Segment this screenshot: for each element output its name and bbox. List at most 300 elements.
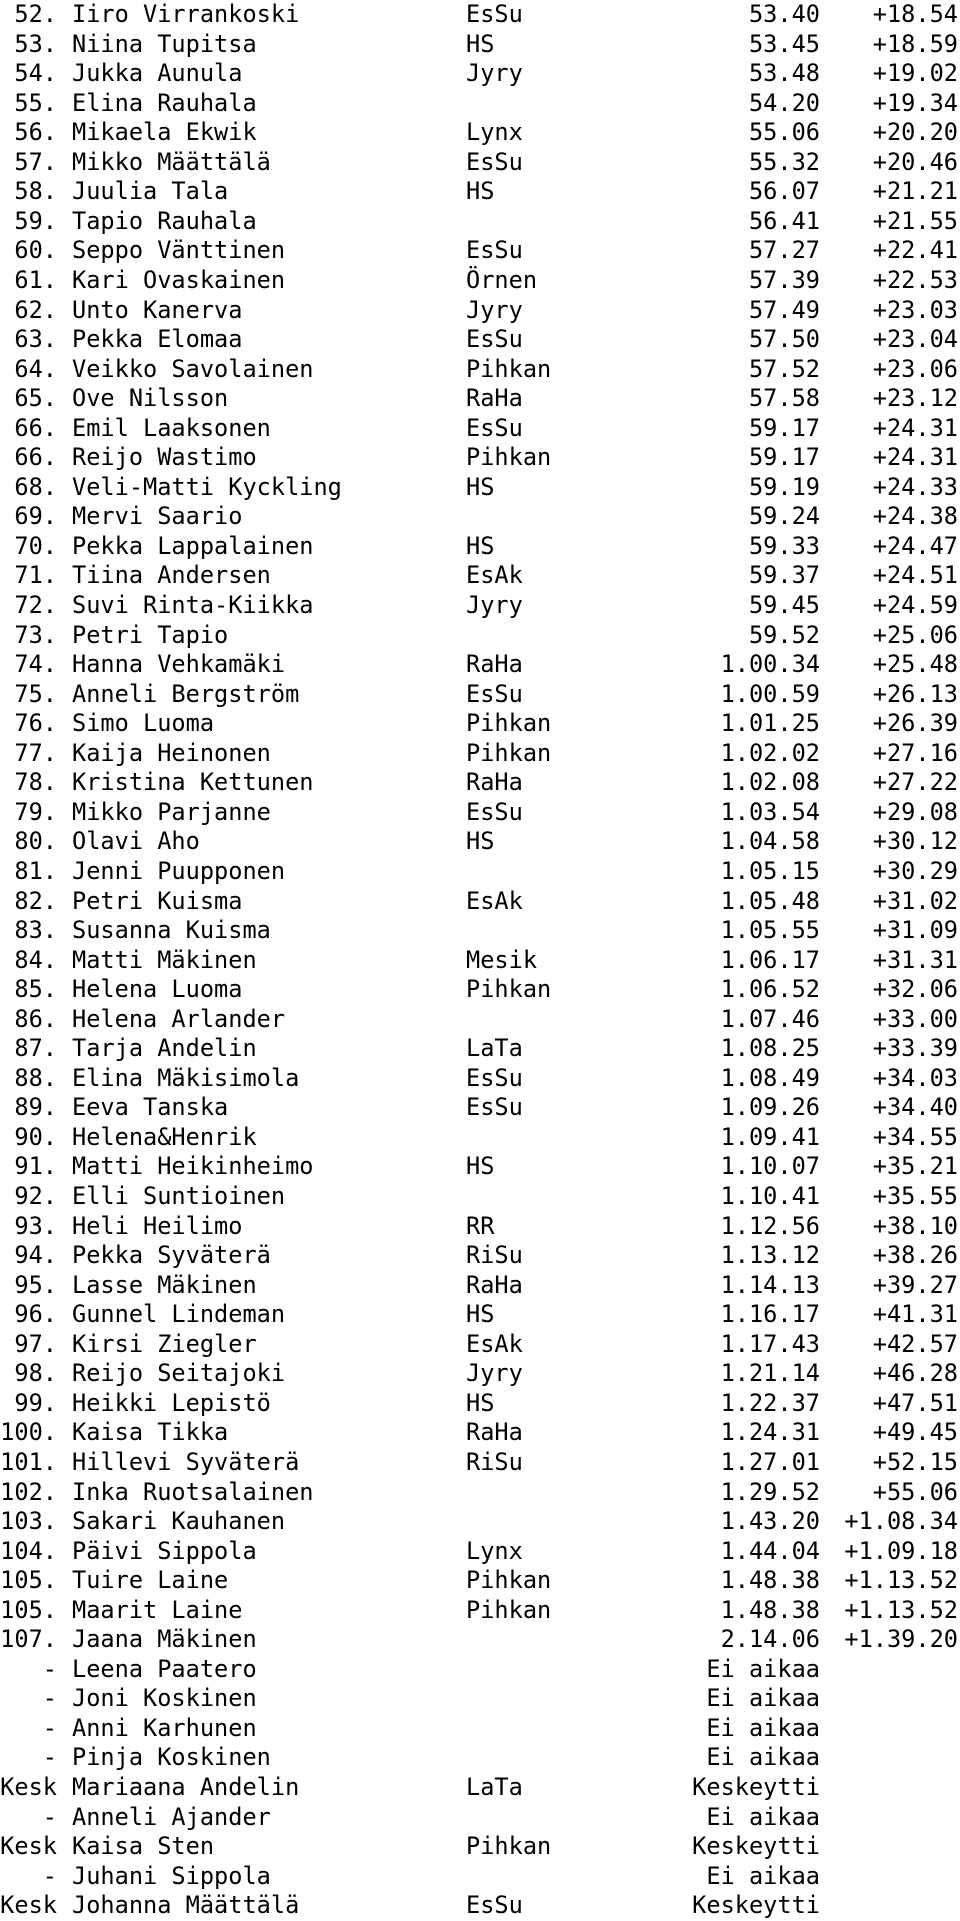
result-diff: +34.03 xyxy=(872,1063,958,1092)
result-name: Veli-Matti Kyckling xyxy=(72,472,342,501)
result-club: LaTa xyxy=(466,1773,523,1801)
result-row xyxy=(0,1714,960,1744)
result-row xyxy=(0,118,960,148)
result-club: HS xyxy=(466,177,495,206)
result-name: Tuire Laine xyxy=(72,1566,229,1595)
result-club: Jyry xyxy=(466,59,523,88)
result-name: Elina Mäkisimola xyxy=(72,1063,300,1092)
result-name: Anneli Ajander xyxy=(72,1802,271,1831)
result-diff: +23.06 xyxy=(872,354,958,383)
result-rank: - xyxy=(42,1743,57,1772)
result-club: EsAk xyxy=(466,886,523,915)
result-diff: +38.10 xyxy=(872,1211,958,1240)
result-rank: 68. xyxy=(14,472,57,501)
result-name: Mikko Parjanne xyxy=(72,797,271,826)
result-diff: +22.41 xyxy=(872,236,958,265)
result-club: EsSu xyxy=(466,0,523,28)
result-rank: 82. xyxy=(14,886,57,915)
result-diff: +25.48 xyxy=(872,650,958,679)
result-club: Jyry xyxy=(466,1359,523,1388)
result-name: Susanna Kuisma xyxy=(72,916,271,945)
result-name: Seppo Vänttinen xyxy=(72,236,286,265)
result-name: Pekka Syväterä xyxy=(72,1241,271,1270)
result-club: HS xyxy=(466,29,495,58)
result-diff: +32.06 xyxy=(872,975,958,1004)
result-diff: +18.59 xyxy=(872,29,958,58)
result-diff: +35.21 xyxy=(872,1152,958,1181)
result-rank: 53. xyxy=(14,29,57,58)
result-row xyxy=(0,739,960,769)
result-row xyxy=(0,1803,960,1833)
result-club: Örnen xyxy=(466,265,538,294)
result-club: RR xyxy=(466,1211,495,1240)
result-row xyxy=(0,236,960,266)
result-row xyxy=(0,1212,960,1242)
result-row xyxy=(0,1005,960,1035)
result-rank: 94. xyxy=(14,1241,57,1270)
result-rank: 103. xyxy=(0,1507,57,1536)
result-club: Jyry xyxy=(466,591,523,619)
result-row xyxy=(0,1418,960,1448)
result-row xyxy=(0,414,960,444)
result-time: 1.21.14 xyxy=(720,1359,820,1388)
result-time: 53.45 xyxy=(748,29,820,58)
result-rank: 83. xyxy=(14,916,57,945)
result-name: Matti Mäkinen xyxy=(72,945,257,974)
result-name: Simo Luoma xyxy=(72,709,215,738)
result-rank: 84. xyxy=(14,945,57,974)
result-time: 53.40 xyxy=(748,0,820,28)
result-club: Pihkan xyxy=(466,975,552,1004)
result-time: 1.44.04 xyxy=(720,1536,820,1565)
result-name: Emil Laaksonen xyxy=(72,413,271,442)
result-rank: 65. xyxy=(14,384,57,413)
result-row xyxy=(0,89,960,119)
result-row xyxy=(0,621,960,651)
result-row xyxy=(0,443,960,473)
result-name: Mariaana Andelin xyxy=(72,1773,300,1801)
result-club: RaHa xyxy=(466,384,523,413)
result-diff: +26.39 xyxy=(872,709,958,738)
result-row xyxy=(0,502,960,532)
result-diff: +24.31 xyxy=(872,413,958,442)
result-time: Keskeytti xyxy=(692,1832,820,1861)
result-rank: 107. xyxy=(0,1625,57,1654)
result-diff: +34.55 xyxy=(872,1122,958,1151)
result-time: 57.50 xyxy=(748,325,820,354)
result-row xyxy=(0,384,960,414)
result-name: Hillevi Syväterä xyxy=(72,1447,300,1476)
result-rank: 79. xyxy=(14,797,57,826)
result-diff: +33.39 xyxy=(872,1034,958,1063)
result-diff: +18.54 xyxy=(872,0,958,28)
result-club: HS xyxy=(466,1388,495,1417)
result-diff: +22.53 xyxy=(872,265,958,294)
result-diff: +20.46 xyxy=(872,147,958,176)
result-name: Jaana Mäkinen xyxy=(72,1625,257,1654)
result-time: 1.24.31 xyxy=(720,1418,820,1447)
result-club: HS xyxy=(466,472,495,501)
result-diff: +19.34 xyxy=(872,88,958,117)
result-club: Pihkan xyxy=(466,738,552,767)
result-time: 1.14.13 xyxy=(720,1270,820,1299)
result-rank: 73. xyxy=(14,620,57,649)
result-club: EsAk xyxy=(466,1329,523,1358)
result-club: EsSu xyxy=(466,797,523,826)
result-time: 1.05.48 xyxy=(720,886,820,915)
result-row xyxy=(0,1093,960,1123)
result-time: 1.06.17 xyxy=(720,945,820,974)
result-name: Mikko Määttälä xyxy=(72,147,271,176)
result-club: Lynx xyxy=(466,1536,523,1565)
result-row xyxy=(0,887,960,917)
result-row xyxy=(0,355,960,385)
result-club: LaTa xyxy=(466,1034,523,1063)
result-rank: 64. xyxy=(14,354,57,383)
result-time: 54.20 xyxy=(748,88,820,117)
result-name: Kirsi Ziegler xyxy=(72,1329,257,1358)
result-time: 57.49 xyxy=(748,295,820,324)
result-time: 57.27 xyxy=(748,236,820,265)
result-name: Tiina Andersen xyxy=(72,561,271,590)
result-time: 59.17 xyxy=(748,443,820,472)
result-name: Helena Luoma xyxy=(72,975,243,1004)
result-row xyxy=(0,1832,960,1862)
result-time: 1.02.08 xyxy=(720,768,820,797)
result-club: Pihkan xyxy=(466,354,552,383)
result-time: Ei aikaa xyxy=(706,1684,820,1713)
result-rank: - xyxy=(42,1802,57,1831)
result-row xyxy=(0,207,960,237)
result-diff: +24.31 xyxy=(872,443,958,472)
result-name: Pinja Koskinen xyxy=(72,1743,271,1772)
result-name: Juulia Tala xyxy=(72,177,229,206)
result-club: HS xyxy=(466,1152,495,1181)
result-time: 1.48.38 xyxy=(720,1595,820,1624)
result-row xyxy=(0,266,960,296)
result-name: Lasse Mäkinen xyxy=(72,1270,257,1299)
result-name: Suvi Rinta-Kiikka xyxy=(72,591,314,619)
result-diff: +31.31 xyxy=(872,945,958,974)
result-rank: 91. xyxy=(14,1152,57,1181)
result-club: Pihkan xyxy=(466,1595,552,1624)
result-rank: 56. xyxy=(14,118,57,147)
result-row xyxy=(0,709,960,739)
result-time: 1.10.41 xyxy=(720,1182,820,1210)
result-rank: 78. xyxy=(14,768,57,797)
result-rank: 52. xyxy=(14,0,57,28)
result-club: EsSu xyxy=(466,325,523,354)
result-row xyxy=(0,1625,960,1655)
result-diff: +19.02 xyxy=(872,59,958,88)
result-time: 59.45 xyxy=(748,591,820,619)
result-rank: 89. xyxy=(14,1093,57,1122)
result-diff: +39.27 xyxy=(872,1270,958,1299)
result-club: Pihkan xyxy=(466,1566,552,1595)
result-row xyxy=(0,561,960,591)
result-time: 1.00.59 xyxy=(720,679,820,708)
result-diff: +21.55 xyxy=(872,206,958,235)
result-rank: 75. xyxy=(14,679,57,708)
result-row xyxy=(0,1566,960,1596)
result-time: 1.43.20 xyxy=(720,1507,820,1536)
result-time: 57.58 xyxy=(748,384,820,413)
result-club: EsAk xyxy=(466,561,523,590)
result-row xyxy=(0,1448,960,1478)
result-rank: 71. xyxy=(14,561,57,590)
result-time: Keskeytti xyxy=(692,1891,820,1920)
result-diff: +34.40 xyxy=(872,1093,958,1122)
result-rank: Kesk xyxy=(0,1773,57,1801)
result-rank: 99. xyxy=(14,1388,57,1417)
result-rank: 95. xyxy=(14,1270,57,1299)
result-name: Hanna Vehkamäki xyxy=(72,650,286,679)
result-name: Jukka Aunula xyxy=(72,59,243,88)
result-name: Mikaela Ekwik xyxy=(72,118,257,147)
result-diff: +49.45 xyxy=(872,1418,958,1447)
result-time: 1.01.25 xyxy=(720,709,820,738)
result-name: Kaisa Tikka xyxy=(72,1418,229,1447)
result-diff: +24.38 xyxy=(872,502,958,531)
result-time: 1.02.02 xyxy=(720,738,820,767)
result-diff: +23.04 xyxy=(872,325,958,354)
result-name: Helena&Henrik xyxy=(72,1122,257,1151)
result-time: Ei aikaa xyxy=(706,1861,820,1890)
result-diff: +1.39.20 xyxy=(844,1625,958,1654)
result-name: Helena Arlander xyxy=(72,1004,286,1033)
result-diff: +47.51 xyxy=(872,1388,958,1417)
result-time: 1.09.26 xyxy=(720,1093,820,1122)
result-rank: 105. xyxy=(0,1595,57,1624)
result-club: RaHa xyxy=(466,650,523,679)
result-time: 57.39 xyxy=(748,265,820,294)
result-time: 1.08.25 xyxy=(720,1034,820,1063)
result-rank: 74. xyxy=(14,650,57,679)
result-club: EsSu xyxy=(466,1063,523,1092)
result-club: Pihkan xyxy=(466,443,552,472)
result-row xyxy=(0,1478,960,1508)
result-club: Lynx xyxy=(466,118,523,147)
result-name: Ove Nilsson xyxy=(72,384,229,413)
result-time: 56.41 xyxy=(748,206,820,235)
result-name: Heikki Lepistö xyxy=(72,1388,271,1417)
result-time: Ei aikaa xyxy=(706,1654,820,1683)
result-club: EsSu xyxy=(466,679,523,708)
result-time: 53.48 xyxy=(748,59,820,88)
result-rank: 77. xyxy=(14,738,57,767)
result-name: Pekka Lappalainen xyxy=(72,531,314,560)
result-name: Unto Kanerva xyxy=(72,295,243,324)
result-row xyxy=(0,768,960,798)
result-rank: 104. xyxy=(0,1536,57,1565)
result-diff: +20.20 xyxy=(872,118,958,147)
result-row xyxy=(0,1271,960,1301)
result-name: Pekka Elomaa xyxy=(72,325,243,354)
result-row xyxy=(0,591,960,621)
result-row xyxy=(0,916,960,946)
result-time: 55.32 xyxy=(748,147,820,176)
result-rank: 90. xyxy=(14,1122,57,1151)
result-name: Joni Koskinen xyxy=(72,1684,257,1713)
result-time: 1.05.15 xyxy=(720,856,820,885)
result-diff: +30.12 xyxy=(872,827,958,856)
result-diff: +1.09.18 xyxy=(844,1536,958,1565)
result-club: Mesik xyxy=(466,945,538,974)
result-name: Petri Tapio xyxy=(72,620,229,649)
result-rank: 72. xyxy=(14,591,57,619)
result-name: Petri Kuisma xyxy=(72,886,243,915)
result-time: 1.04.58 xyxy=(720,827,820,856)
result-row xyxy=(0,30,960,60)
result-diff: +1.13.52 xyxy=(844,1566,958,1595)
result-diff: +24.33 xyxy=(872,472,958,501)
result-rank: 70. xyxy=(14,531,57,560)
result-club: Pihkan xyxy=(466,1832,552,1861)
result-rank: 102. xyxy=(0,1477,57,1506)
result-name: Leena Paatero xyxy=(72,1654,257,1683)
result-row xyxy=(0,1064,960,1094)
result-name: Johanna Määttälä xyxy=(72,1891,300,1920)
result-diff: +24.59 xyxy=(872,591,958,619)
result-time: 59.52 xyxy=(748,620,820,649)
result-diff: +42.57 xyxy=(872,1329,958,1358)
result-rank: 60. xyxy=(14,236,57,265)
result-name: Reijo Seitajoki xyxy=(72,1359,286,1388)
result-name: Päivi Sippola xyxy=(72,1536,257,1565)
result-name: Maarit Laine xyxy=(72,1595,243,1624)
result-club: Pihkan xyxy=(466,709,552,738)
result-time: 1.22.37 xyxy=(720,1388,820,1417)
result-rank: - xyxy=(42,1861,57,1890)
result-name: Heli Heilimo xyxy=(72,1211,243,1240)
result-name: Niina Tupitsa xyxy=(72,29,257,58)
result-name: Kristina Kettunen xyxy=(72,768,314,797)
result-rank: - xyxy=(42,1713,57,1742)
result-club: EsSu xyxy=(466,1891,523,1920)
result-time: 1.00.34 xyxy=(720,650,820,679)
result-club: RaHa xyxy=(466,1270,523,1299)
result-row xyxy=(0,296,960,326)
result-club: RaHa xyxy=(466,1418,523,1447)
result-rank: 88. xyxy=(14,1063,57,1092)
result-time: 1.08.49 xyxy=(720,1063,820,1092)
result-diff: +31.02 xyxy=(872,886,958,915)
result-diff: +46.28 xyxy=(872,1359,958,1388)
result-name: Juhani Sippola xyxy=(72,1861,271,1890)
result-rank: - xyxy=(42,1654,57,1683)
result-name: Anni Karhunen xyxy=(72,1713,257,1742)
result-row xyxy=(0,59,960,89)
result-rank: - xyxy=(42,1684,57,1713)
result-diff: +52.15 xyxy=(872,1447,958,1476)
result-club: RiSu xyxy=(466,1241,523,1270)
result-diff: +33.00 xyxy=(872,1004,958,1033)
result-rank: 66. xyxy=(14,443,57,472)
result-diff: +25.06 xyxy=(872,620,958,649)
result-club: RaHa xyxy=(466,768,523,797)
result-diff: +35.55 xyxy=(872,1182,958,1210)
result-name: Matti Heikinheimo xyxy=(72,1152,314,1181)
result-diff: +26.13 xyxy=(872,679,958,708)
result-time: 56.07 xyxy=(748,177,820,206)
result-diff: +27.16 xyxy=(872,738,958,767)
result-name: Tarja Andelin xyxy=(72,1034,257,1063)
result-row xyxy=(0,1862,960,1892)
result-row xyxy=(0,148,960,178)
result-row xyxy=(0,1300,960,1330)
result-time: 57.52 xyxy=(748,354,820,383)
result-time: 55.06 xyxy=(748,118,820,147)
result-row xyxy=(0,798,960,828)
result-diff: +31.09 xyxy=(872,916,958,945)
result-time: 2.14.06 xyxy=(720,1625,820,1654)
result-row xyxy=(0,1684,960,1714)
result-club: EsSu xyxy=(466,413,523,442)
result-row xyxy=(0,532,960,562)
result-name: Kaija Heinonen xyxy=(72,738,271,767)
result-row xyxy=(0,473,960,503)
result-row xyxy=(0,1655,960,1685)
result-rank: 69. xyxy=(14,502,57,531)
result-name: Anneli Bergström xyxy=(72,679,300,708)
result-row xyxy=(0,1537,960,1567)
result-row xyxy=(0,1507,960,1537)
result-diff: +1.13.52 xyxy=(844,1595,958,1624)
result-name: Eeva Tanska xyxy=(72,1093,229,1122)
result-rank: 61. xyxy=(14,265,57,294)
result-rank: 59. xyxy=(14,206,57,235)
result-name: Mervi Saario xyxy=(72,502,243,531)
result-name: Tapio Rauhala xyxy=(72,206,257,235)
result-time: 59.24 xyxy=(748,502,820,531)
result-row xyxy=(0,1034,960,1064)
result-name: Kari Ovaskainen xyxy=(72,265,286,294)
result-club: HS xyxy=(466,827,495,856)
result-row xyxy=(0,1182,960,1212)
result-diff: +55.06 xyxy=(872,1477,958,1506)
result-time: 1.12.56 xyxy=(720,1211,820,1240)
result-rank: 55. xyxy=(14,88,57,117)
result-name: Sakari Kauhanen xyxy=(72,1507,286,1536)
result-row xyxy=(0,857,960,887)
result-club: EsSu xyxy=(466,236,523,265)
result-time: 1.17.43 xyxy=(720,1329,820,1358)
result-rank: 81. xyxy=(14,856,57,885)
result-time: 1.07.46 xyxy=(720,1004,820,1033)
result-rank: 97. xyxy=(14,1329,57,1358)
result-name: Kaisa Sten xyxy=(72,1832,215,1861)
result-name: Olavi Aho xyxy=(72,827,200,856)
result-rank: 63. xyxy=(14,325,57,354)
result-time: 1.29.52 xyxy=(720,1477,820,1506)
result-rank: 86. xyxy=(14,1004,57,1033)
result-rank: 80. xyxy=(14,827,57,856)
result-name: Elli Suntioinen xyxy=(72,1182,286,1210)
result-row xyxy=(0,325,960,355)
result-row xyxy=(0,1773,960,1803)
result-rank: Kesk xyxy=(0,1891,57,1920)
result-row xyxy=(0,1743,960,1773)
result-rank: 85. xyxy=(14,975,57,1004)
result-time: 1.48.38 xyxy=(720,1566,820,1595)
result-rank: 96. xyxy=(14,1300,57,1329)
result-rank: 92. xyxy=(14,1182,57,1210)
result-name: Reijo Wastimo xyxy=(72,443,257,472)
result-diff: +41.31 xyxy=(872,1300,958,1329)
result-row xyxy=(0,1596,960,1626)
result-row xyxy=(0,1123,960,1153)
result-rank: 62. xyxy=(14,295,57,324)
